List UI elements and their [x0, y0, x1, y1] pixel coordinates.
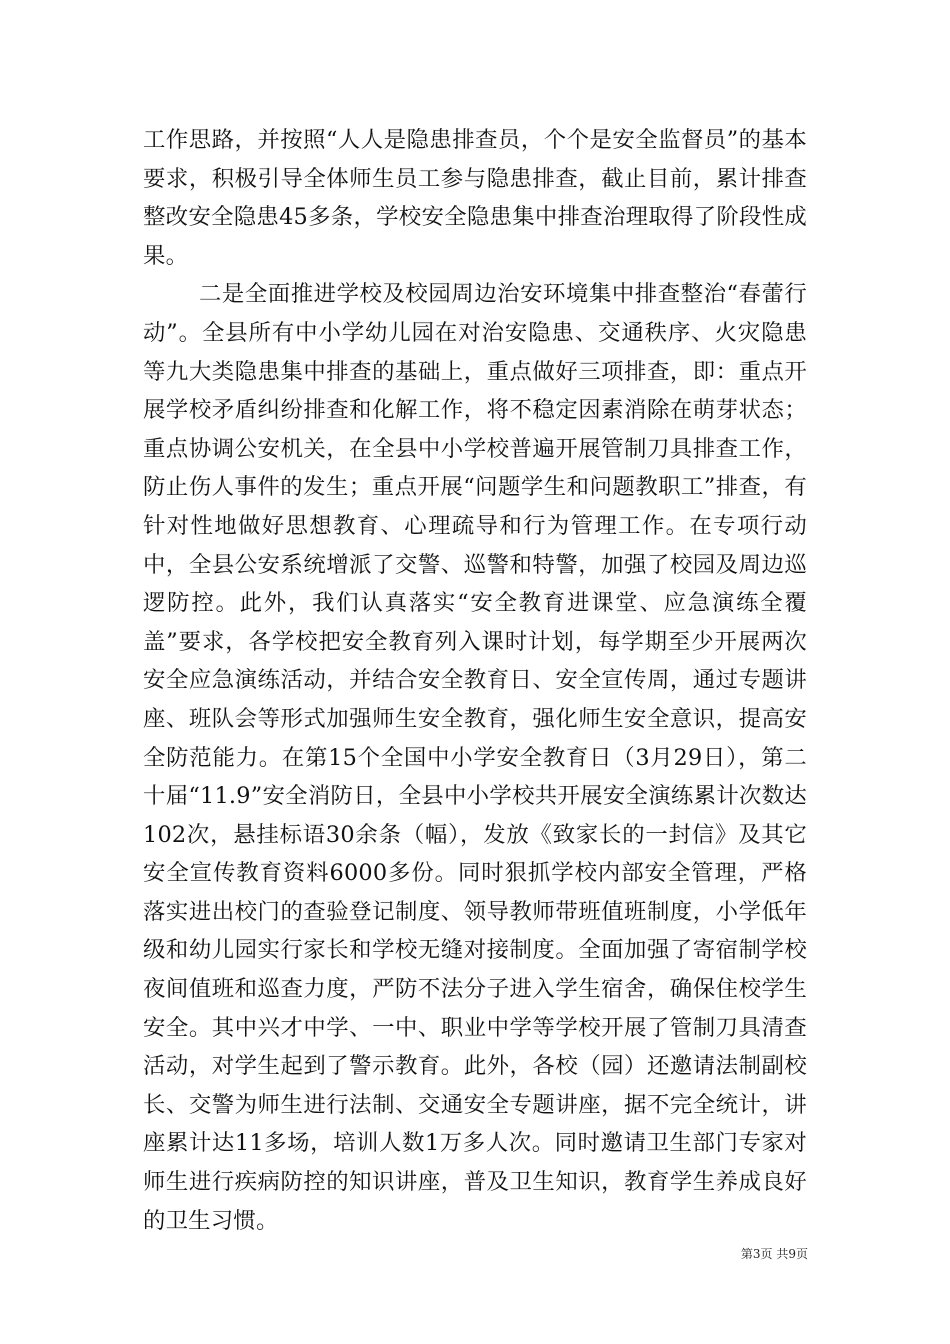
- paragraph-spring-bud-action: 二是全面推进学校及校园周边治安环境集中排查整治“春蕾行动”。全县所有中小学幼儿园在对治安隐患、交通秩序、火灾隐患等九大类隐患集中排查的基础上，重点做好三项排查，即：重点开展学校矛盾纠纷排查和化解工作，将不稳定因素消除在萌芽状态；重点协调公安机关，在全县中小学校普遍开展管制刀具排查工作，防止伤人事件的发生；重点开展“问题学生和问题教职工”排查，有针对性地做好思想教育、心理疏导和行为管理工作。在专项行动中，全县公安系统增派了交警、巡警和特警，加强了校园及周边巡逻防控。此外，我们认真落实“安全教育进课堂、应急演练全覆盖”要求，各学校把安全教育列入课时计划，每学期至少开展两次安全应急演练活动，并结合安全教育日、安全宣传周，通过专题讲座、班队会等形式加强师生安全教育，强化师生安全意识，提高安全防范能力。在第15个全国中小学安全教育日（3月29日），第二十届“11.9”安全消防日，全县中小学校共开展安全演练累计次数达102次，悬挂标语30余条（幅），发放《致家长的一封信》及其它安全宣传教育资料6000多份。同时狠抓学校内部安全管理，严格落实进出校门的查验登记制度、领导教师带班值班制度，小学低年级和幼儿园实行家长和学校无缝对接制度。全面加强了寄宿制学校夜间值班和巡查力度，严防不法分子进入学生宿舍，确保住校学生安全。其中兴才中学、一中、职业中学等学校开展了管制刀具清查活动，对学生起到了警示教育。此外，各校（园）还邀请法制副校长、交警为师生进行法制、交通安全专题讲座，据不完全统计，讲座累计达11多场，培训人数1万多人次。同时邀请卫生部门专家对师生进行疾病防控的知识讲座，普及卫生知识，教育学生养成良好的卫生习惯。: [143, 281, 807, 1234]
- page-number: 第3页 共9页: [740, 1247, 808, 1261]
- document-body: [143, 121, 807, 1240]
- paragraph-continuation: 工作思路，并按照“人人是隐患排查员，个个是安全监督员”的基本要求，积极引导全体师生员工参与隐患排查，截止目前，累计排查整改安全隐患45多条，学校安全隐患集中排查治理取得了阶段性成果。: [143, 127, 807, 269]
